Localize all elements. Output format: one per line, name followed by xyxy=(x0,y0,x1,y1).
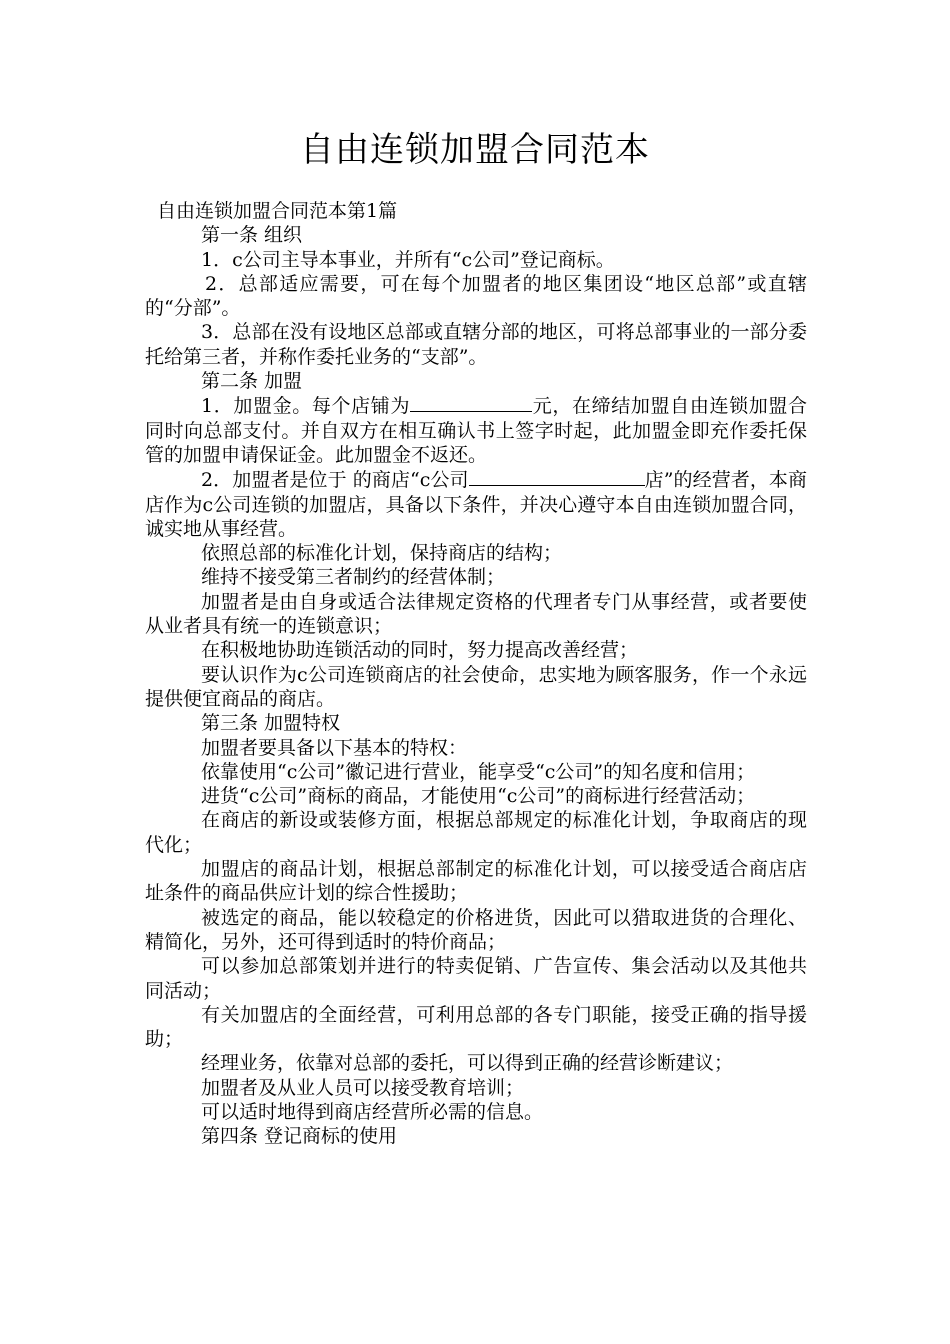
condition-item: 在积极地协助连锁活动的同时，努力提高改善经营； xyxy=(201,639,639,662)
document-title: 自由连锁加盟合同范本 xyxy=(300,130,650,170)
clause-text: 店”的经营者，本商店作为c公司连锁的加盟店，具备以下条件，并决心遵守本自由连锁加盟合同，诚实地从事经营。 xyxy=(145,469,807,540)
clause-text: 1．加盟金。每个店铺为 xyxy=(201,395,411,418)
article-4-heading: 第四条 登记商标的使用 xyxy=(201,1125,398,1148)
article-1-heading: 第一条 组织 xyxy=(201,224,303,247)
privilege-item: 在商店的新设或装修方面，根据总部规定的标准化计划，争取商店的现代化； xyxy=(145,809,807,856)
privilege-item: 进货“c公司”商标的商品，才能使用“c公司”的商标进行经营活动； xyxy=(201,785,756,808)
condition-item: 依照总部的标准化计划，保持商店的结构； xyxy=(201,542,563,565)
document-body xyxy=(145,199,807,1149)
article-2-heading: 第二条 加盟 xyxy=(201,370,303,393)
privilege-item: 可以适时地得到商店经营所必需的信息。 xyxy=(201,1100,544,1123)
article-2-clause-1 xyxy=(145,393,807,467)
privilege-item: 可以参加总部策划并进行的特卖促销、广告宣传、集会活动以及其他共同活动； xyxy=(145,955,807,1002)
condition-item: 维持不接受第三者制约的经营体制； xyxy=(201,566,506,589)
privilege-item: 被选定的商品，能以较稳定的价格进货，因此可以猎取进货的合理化、精简化，另外，还可得到适时的特价商品； xyxy=(145,906,807,953)
article-1-clause-3: 3．总部在没有设地区总部或直辖分部的地区，可将总部事业的一部分委托给第三者，并称作委托业务的“支部”。 xyxy=(145,321,807,368)
section-subtitle: 自由连锁加盟合同范本第1篇 xyxy=(157,200,398,222)
privilege-item: 经理业务，依靠对总部的委托，可以得到正确的经营诊断建议； xyxy=(201,1052,734,1075)
article-1-clause-1: 1．c公司主导本事业，并所有“c公司”登记商标。 xyxy=(201,248,615,271)
privilege-item: 加盟店的商品计划，根据总部制定的标准化计划，可以接受适合商店店址条件的商品供应计划的综合性援助； xyxy=(145,858,807,905)
clause-text: 元，在缔结加盟自由连锁加盟合同时向总部支付。并自双方在相互确认书上签字时起，此加盟金即充作委托保管的加盟申请保证金。此加盟金不返还。 xyxy=(145,395,807,466)
clause-text: 2．加盟者是位于 的商店“c公司 xyxy=(201,469,469,492)
condition-item: 要认识作为c公司连锁商店的社会使命，忠实地为顾客服务，作一个永远提供便宜商品的商店。 xyxy=(145,663,807,710)
article-2-clause-2 xyxy=(145,467,807,541)
fill-in-blank-amount xyxy=(410,393,532,412)
condition-item: 加盟者是由自身或适合法律规定资格的代理者专门从事经营，或者要使从业者具有统一的连锁意识； xyxy=(145,590,807,638)
privilege-item: 依靠使用“c公司”徽记进行营业，能享受“c公司”的知名度和信用； xyxy=(201,760,756,783)
article-3-heading: 第三条 加盟特权 xyxy=(201,712,341,735)
article-3-intro: 加盟者要具备以下基本的特权： xyxy=(201,736,468,759)
privilege-item: 加盟者及从业人员可以接受教育培训； xyxy=(201,1076,525,1099)
fill-in-blank-store-name xyxy=(469,467,645,486)
article-1-clause-2: 2．总部适应需要，可在每个加盟者的地区集团设“地区总部”或直辖的“分部”。 xyxy=(145,272,807,320)
privilege-item: 有关加盟店的全面经营，可利用总部的各专门职能，接受正确的指导援助； xyxy=(145,1003,807,1051)
